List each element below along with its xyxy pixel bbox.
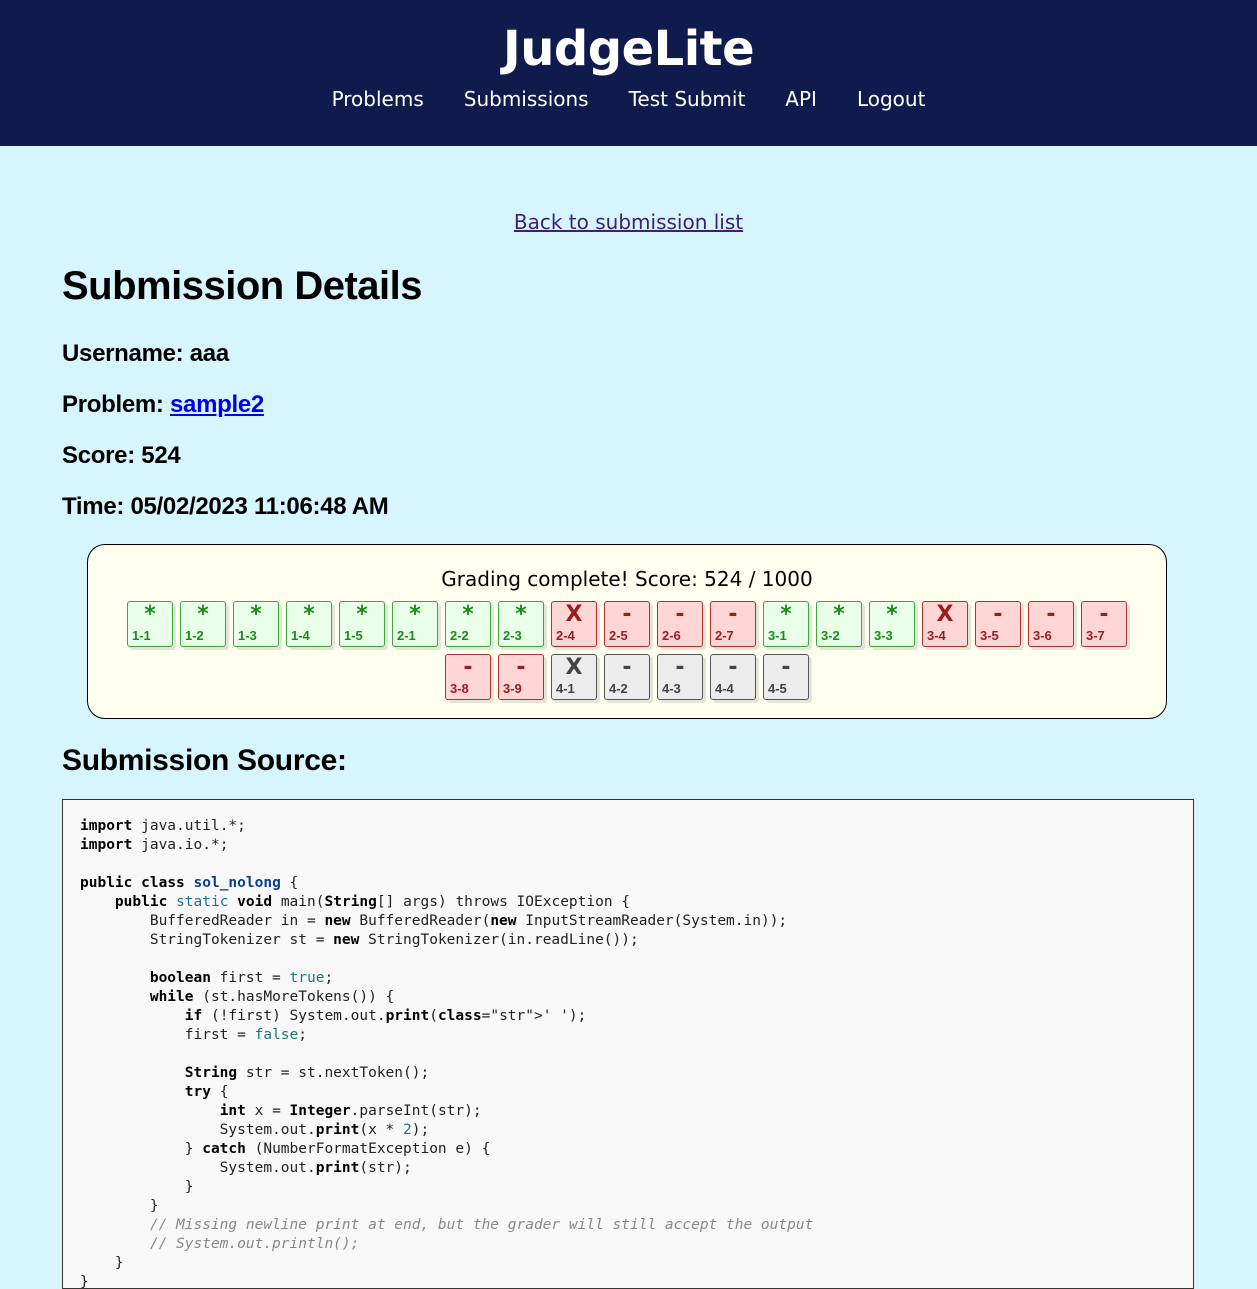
nav-api[interactable]: API	[785, 87, 817, 111]
test-case-1-1	[127, 601, 173, 647]
test-case-4-1	[551, 654, 597, 700]
test-case-label: 2-6	[662, 628, 681, 643]
test-case-symbol: *	[409, 602, 421, 627]
test-case-symbol: *	[144, 602, 156, 627]
test-case-label: 2-5	[609, 628, 628, 643]
problem-label: Problem:	[62, 391, 164, 418]
submission-details	[0, 262, 1257, 521]
username-value: aaa	[189, 340, 229, 367]
back-link-container	[0, 210, 1257, 234]
time-row	[62, 493, 1257, 521]
nav-problems[interactable]: Problems	[331, 87, 424, 111]
test-case-symbol: -	[781, 655, 791, 680]
test-case-label: 3-3	[874, 628, 893, 643]
test-case-1-4	[286, 601, 332, 647]
app-title: JudgeLite	[502, 21, 755, 77]
test-case-1-3	[233, 601, 279, 647]
top-bar	[0, 0, 1257, 146]
test-case-symbol: -	[622, 602, 632, 627]
test-case-symbol: *	[356, 602, 368, 627]
test-case-4-2	[604, 654, 650, 700]
test-case-symbol: -	[1046, 602, 1056, 627]
problem-row	[62, 391, 1257, 419]
test-case-2-5	[604, 601, 650, 647]
test-case-3-9	[498, 654, 544, 700]
test-case-label: 4-1	[556, 681, 575, 696]
test-case-label: 4-5	[768, 681, 787, 696]
test-case-label: 3-9	[503, 681, 522, 696]
test-case-label: 2-1	[397, 628, 416, 643]
test-case-label: 3-8	[450, 681, 469, 696]
test-case-symbol: *	[886, 602, 898, 627]
test-case-2-4	[551, 601, 597, 647]
test-case-2-2	[445, 601, 491, 647]
back-to-submission-list-link[interactable]: Back to submission list	[513, 210, 744, 234]
test-case-symbol: *	[515, 602, 527, 627]
source-heading: Submission Source:	[62, 744, 347, 777]
test-case-symbol: *	[462, 602, 474, 627]
test-case-2-1	[392, 601, 438, 647]
test-case-symbol: -	[463, 655, 473, 680]
problem-link[interactable]: sample2	[170, 391, 264, 418]
test-case-1-5	[339, 601, 385, 647]
main-nav	[0, 87, 1257, 111]
test-case-3-3	[869, 601, 915, 647]
score-value: 524	[141, 442, 181, 469]
source-code: import java.util.*; import java.io.*; public class sol_nolong { public static void main(String[] args) throws IOException { BufferedReader in = new BufferedReader(new InputStreamReader(System.in)); StringTokenizer st = new StringTokenizer(in.readLine()); boolean first = true; while (st.hasMoreTokens()) { if (!first) System.out.print(class="str">' '); first = false; String str = st.nextToken(); try { int x = Integer.parseInt(str); System.out.print(x * 2); } catch (NumberFormatException e) { System.out.print(str); } } // Missing newline print at end, but the grader will still accept the output // System.out.println(); } }	[80, 818, 814, 1289]
test-case-4-3	[657, 654, 703, 700]
test-case-label: 3-1	[768, 628, 787, 643]
test-case-label: 3-5	[980, 628, 999, 643]
test-case-label: 1-4	[291, 628, 310, 643]
test-case-label: 3-7	[1086, 628, 1105, 643]
source-code-panel	[62, 799, 1194, 1289]
test-case-symbol: -	[675, 602, 685, 627]
test-case-symbol: -	[993, 602, 1003, 627]
test-case-symbol: X	[565, 602, 583, 627]
test-case-label: 2-7	[715, 628, 734, 643]
score-row	[62, 442, 1257, 470]
test-case-label: 2-2	[450, 628, 469, 643]
test-case-symbol: *	[303, 602, 315, 627]
test-case-label: 4-4	[715, 681, 734, 696]
test-case-label: 2-3	[503, 628, 522, 643]
username-label: Username:	[62, 340, 184, 367]
grading-status: Grading complete! Score: 524 / 1000	[441, 567, 813, 591]
test-case-symbol: -	[728, 655, 738, 680]
test-case-label: 1-5	[344, 628, 363, 643]
test-case-symbol: -	[728, 602, 738, 627]
test-case-3-4	[922, 601, 968, 647]
test-case-3-2	[816, 601, 862, 647]
test-case-grid	[102, 601, 1152, 700]
test-case-label: 2-4	[556, 628, 575, 643]
test-case-label: 3-6	[1033, 628, 1052, 643]
test-case-3-6	[1028, 601, 1074, 647]
nav-submissions[interactable]: Submissions	[463, 87, 589, 111]
test-case-symbol: -	[516, 655, 526, 680]
time-value: 05/02/2023 11:06:48 AM	[130, 493, 389, 520]
test-case-symbol: *	[833, 602, 845, 627]
test-case-symbol: -	[622, 655, 632, 680]
page-title: Submission Details	[62, 264, 422, 308]
time-label: Time:	[62, 493, 125, 520]
test-case-label: 1-1	[132, 628, 151, 643]
test-case-3-7	[1081, 601, 1127, 647]
test-case-label: 3-2	[821, 628, 840, 643]
test-case-label: 4-2	[609, 681, 628, 696]
nav-logout[interactable]: Logout	[856, 87, 926, 111]
test-case-label: 1-2	[185, 628, 204, 643]
test-case-4-4	[710, 654, 756, 700]
test-case-3-8	[445, 654, 491, 700]
test-case-2-6	[657, 601, 703, 647]
test-case-symbol: *	[780, 602, 792, 627]
test-case-label: 1-3	[238, 628, 257, 643]
test-case-symbol: *	[250, 602, 262, 627]
test-case-4-5	[763, 654, 809, 700]
test-case-2-7	[710, 601, 756, 647]
test-case-label: 3-4	[927, 628, 946, 643]
test-case-symbol: X	[565, 655, 583, 680]
score-label: Score:	[62, 442, 135, 469]
nav-test-submit[interactable]: Test Submit	[628, 87, 746, 111]
test-case-label: 4-3	[662, 681, 681, 696]
test-case-symbol: X	[936, 602, 954, 627]
test-case-3-5	[975, 601, 1021, 647]
test-case-symbol: -	[1099, 602, 1109, 627]
grading-panel	[87, 544, 1167, 719]
test-case-3-1	[763, 601, 809, 647]
test-case-2-3	[498, 601, 544, 647]
username-row	[62, 340, 1257, 368]
test-case-symbol: -	[675, 655, 685, 680]
test-case-1-2	[180, 601, 226, 647]
test-case-symbol: *	[197, 602, 209, 627]
